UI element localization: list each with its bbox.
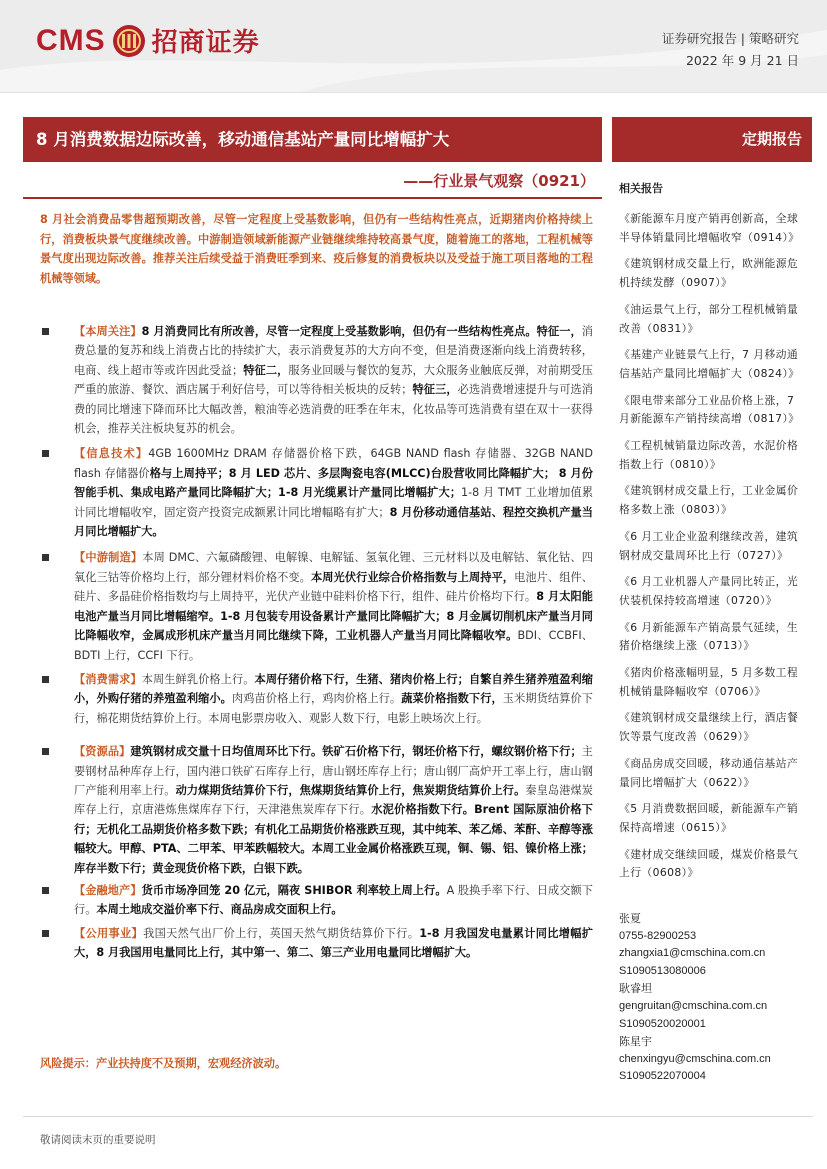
bullet-manufacturing: 【中游制造】本周 DMC、六氟磷酸锂、电解镍、电解锰、氢氧化锂、三元材料以及电解钴、氧化钴、四氧化三钴等价格均上行，部分锂材料价格不变。本周光伏行业综合价格指数与上周持平，电池片、组件、硅片、多晶硅价格指数均与上周持平，光伏产业链中硅料价格下行，组件、硅片价格均下行。8 月太阳能电池产量当月同比增幅缩窄。1-8 月包装专用设备累计产量同比降幅扩大；8 月金属切削机床产量当月同比降幅收窄，金属成形机床产量当月同比继续下降，工业机器人产量当月同比降幅收窄。BDI、CCBFI、BDTI 上行，CCFI 下行。: [40, 548, 593, 664]
bullet-finance: 【金融地产】货币市场净回笼 20 亿元，隔夜 SHIBOR 利率较上周上行。A 股换手率下行、日成交额下行。本周土地成交溢价率下行、商品房成交面积上行。: [40, 881, 593, 920]
logo-chinese-name: 招商证券: [151, 28, 260, 58]
analyst-email[interactable]: gengruitan@cmschina.com.cn: [619, 999, 768, 1012]
bullet-square-icon: [42, 554, 49, 561]
bullet-square-icon: [42, 676, 49, 683]
bullet-tag: 【本周关注】: [74, 325, 142, 338]
analyst-name: 耿睿坦: [619, 982, 652, 996]
bullet-tag: 【金融地产】: [74, 883, 142, 897]
analyst-phone: 0755-82900253: [619, 929, 697, 942]
analyst-email[interactable]: zhangxia1@cmschina.com.cn: [619, 947, 766, 960]
report-tag: 定期报告: [612, 117, 812, 162]
logo-emblem-icon: [112, 24, 146, 58]
bullet-square-icon: [42, 328, 49, 335]
subtitle-rule: [23, 197, 602, 199]
related-report-link[interactable]: 《6 月新能源车产销高景气延续，生猪价格继续上涨（0713）》: [619, 620, 799, 653]
bullet-square-icon: [42, 748, 49, 755]
bullet-consumption: 【消费需求】本周生鲜乳价格上行。本周仔猪价格下行，生猪、猪肉价格上行；自繁自养生猪养殖盈利缩小，外购仔猪的养殖盈利缩小。肉鸡苗价格上行，鸡肉价格上行。蔬菜价格指数下行，玉米期货结算价下行，棉花期货结算价上行。本周电影票房收入、观影人数下行，电影上映场次上行。: [40, 670, 593, 728]
bullet-tag: 【中游制造】: [74, 551, 143, 565]
risk-warning: 风险提示：产业扶持度不及预期，宏观经济波动。: [40, 1057, 287, 1070]
bullet-square-icon: [42, 887, 49, 894]
related-report-link[interactable]: 《建筑钢材成交量上行，工业金属价格多数上涨（0803）》: [619, 484, 799, 517]
bullet-tag: 【信息技术】: [74, 447, 149, 461]
report-category: 证券研究报告 | 策略研究: [661, 31, 799, 46]
related-report-link[interactable]: 《基建产业链景气上行，7 月移动通信基站产量同比增幅扩大（0824）》: [619, 348, 800, 380]
footer-rule: [23, 1116, 813, 1117]
company-logo: [36, 22, 260, 59]
related-reports: [619, 180, 807, 891]
analyst-cert: S1090522070004: [619, 1070, 706, 1083]
related-reports-heading: 相关报告: [619, 182, 663, 195]
related-report-link[interactable]: 《建材成交继续回暖，煤炭价格景气上行（0608）》: [619, 847, 799, 880]
analyst-cert: S1090513080006: [619, 964, 706, 977]
related-report-link[interactable]: 《工程机械销量边际改善，水泥价格指数上行（0810）》: [619, 439, 799, 471]
report-title: 8 月消费数据边际改善，移动通信基站产量同比增幅扩大: [23, 117, 602, 162]
related-report-link[interactable]: 《建筑钢材成交量继续上行，酒店餐饮等景气度改善（0629）》: [619, 711, 799, 744]
bullet-resources: 【资源品】建筑钢材成交量十日均值周环比下行。铁矿石价格下行，钢坯价格下行，螺纹钢价格下行；主要钢材品种库存上行，国内港口铁矿石库存上行，唐山钢坯库存上行；唐山钢厂高炉开工率上行，唐山钢厂产能利用率上行。动力煤期货结算价下行，焦煤期货结算价上行，焦炭期货结算价上行。秦皇岛港煤炭库存上行，京唐港炼焦煤库存下行，天津港焦炭库存下行。水泥价格指数下行。Brent 国际原油价格下行；无机化工品期货价格多数下跌；有机化工品期货价格涨跌互现，其中纯苯、苯乙烯、苯酐、辛醇等涨幅较大。甲醇、PTA、二甲苯、甲苯跌幅较大。本周工业金属价格涨跌互现，铜、锡、铝、镍价格上涨；库存半数下行；黄金现货价格下跌，白银下跌。: [40, 742, 593, 878]
bullet-list: [40, 322, 593, 963]
analyst-cert: S1090520020001: [619, 1017, 706, 1030]
bullet-tag: 【公用事业】: [74, 926, 144, 940]
related-report-link[interactable]: 《5 月消费数据回暖，新能源车产销保持高增速（0615）》: [619, 802, 799, 834]
related-report-link[interactable]: 《6 月工业机器人产量同比转正，光伏装机保持较高增速（0720）》: [619, 575, 799, 607]
bullet-square-icon: [42, 450, 49, 457]
report-date: 2022 年 9 月 21 日: [685, 53, 799, 68]
related-report-link[interactable]: 《商品房成交回暖，移动通信基站产量同比增幅扩大（0622）》: [619, 756, 799, 789]
related-report-link[interactable]: 《猪肉价格涨幅明显，5 月多数工程机械销量降幅收窄（0706）》: [619, 666, 799, 698]
analyst-email[interactable]: chenxingyu@cmschina.com.cn: [619, 1052, 771, 1065]
report-subtitle: ——行业景气观察（0921）: [403, 172, 595, 190]
related-report-link[interactable]: 《限电带来部分工业品价格上涨，7 月新能源车产销持续高增（0817）》: [619, 393, 800, 426]
bullet-tag: 【资源品】: [74, 745, 131, 759]
analyst-contacts: [619, 910, 814, 1086]
analyst-name: 张夏: [619, 912, 641, 925]
abstract: 8 月社会消费品零售超预期改善，尽管一定程度上受基数影响，但仍有一些结构性亮点，近期猪肉价格持续上行，消费板块景气度继续改善。中游制造领域新能源产业链继续维持较高景气度，随着施工的落地，工程机械等景气度出现边际改善。推荐关注后续受益于消费旺季到来、疫后修复的消费板块以及受益于施工项目落地的工程机械等领域。: [40, 213, 593, 285]
bullet-it: 【信息技术】4GB 1600MHz DRAM 存储器价格下跌，64GB NAND flash 存储器、32GB NAND flash 存储器价格与上周持平；8 月 LED 芯片、多层陶瓷电容(MLCC)台股营收同比降幅扩大； 8 月份智能手机、集成电路产量同比降幅扩大；1-8 月光缆累计产量同比增幅扩大；1-8 月 TMT 工业增加值累计同比增幅收窄，固定资产投资完成额累计同比增幅略有扩大；8 月份移动通信基站、程控交换机产量当月同比增幅扩大。: [40, 444, 593, 541]
analyst-name: 陈星宇: [619, 1035, 652, 1049]
bullet-utilities: 【公用事业】我国天然气出厂价上行，英国天然气期货结算价下行。1-8 月我国发电量累计同比增幅扩大，8 月我国用电量同比上行，其中第一、第二、第三产业用电量同比增幅扩大。: [40, 924, 593, 963]
related-report-link[interactable]: 《建筑钢材成交量上行，欧洲能源危机持续发酵（0907）》: [619, 257, 799, 290]
page-header: [0, 0, 827, 93]
related-report-link[interactable]: 《新能源车月度产销再创新高，全球半导体销量同比增幅收窄（0914）》: [619, 212, 800, 244]
related-report-link[interactable]: 《油运景气上行，部分工程机械销量改善（0831）》: [619, 302, 799, 335]
logo-cms-text: CMS: [36, 23, 106, 57]
related-report-link[interactable]: 《6 月工业企业盈利继续改善，建筑钢材成交量周环比上行（0727）》: [619, 529, 799, 562]
bullet-focus: 【本周关注】8 月消费同比有所改善，尽管一定程度上受基数影响，但仍有一些结构性亮点。特征一，消费总量的复苏和线上消费占比的持续扩大，表示消费复苏的大方向不变，但是消费逐渐向线上消费转移，电商、线上超市等或许因此受益；特征二，服务业回暖与餐饮的复苏，大众服务业触底反弹，对前期受压严重的旅游、餐饮、酒店属于利好信号，可以等待相关板块的反转；特征三，必选消费增速提升与可选消费的同比增速下降而环比大幅改善，粮油等必选消费的旺季在年末，化妆品等可选消费有望在双十一获得机会，推荐关注板块复苏的机会。: [40, 322, 593, 438]
header-meta: [662, 28, 799, 72]
bullet-square-icon: [42, 930, 49, 937]
bullet-tag: 【消费需求】: [74, 672, 142, 686]
footer-note: 敬请阅读末页的重要说明: [40, 1134, 156, 1146]
